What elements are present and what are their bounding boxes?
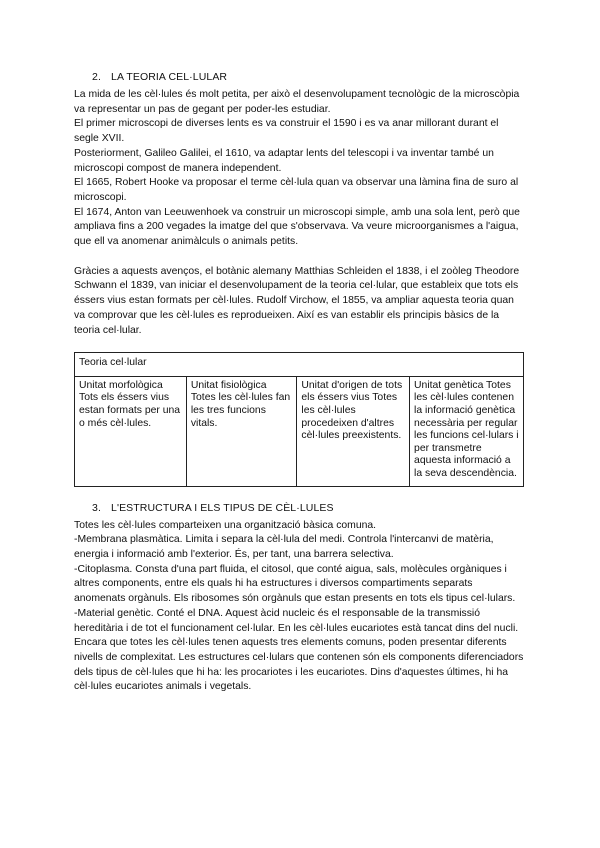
section-3-number: 3. (92, 501, 101, 514)
section-2-title: LA TEORIA CEL·LULAR (111, 71, 228, 83)
table-header: Teoria cel·lular (75, 353, 524, 377)
table-cell-morphological-unit: Unitat morfològica Tots els éssers vius estan formats per una o més cèl·lules. (75, 376, 187, 486)
table-row (75, 376, 524, 486)
document-page (74, 70, 526, 695)
paragraph-galileo: Posteriorment, Galileo Galilei, el 1610, va adaptar lents del telescopi i va inventar també un microscopi compost de manera independent. (74, 147, 494, 174)
paragraph-cell-types: Encara que totes les cèl·lules tenen aquests tres elements comuns, poden presentar diferents nivells de complexitat. Les estructures cel·lulars que contenen són els components diferenciadors dels tipus de cèl·lules que hi ha: les procariotes i les eucariotes. Dins d'aquestes últimes, hi ha cèl·lules eucariotes animals i vegetals. (74, 637, 524, 693)
section-2-heading (92, 70, 526, 84)
section-3-heading (92, 501, 526, 515)
paragraph-cytoplasm: -Citoplasma. Consta d'una part fluida, el citosol, que conté aigua, sals, molècules orgàniques i altres components, entre els quals hi ha estructures i diversos compartiments separats anomenats orgànuls. Els ribosomes són orgànuls que estan presents en tots els tipus cel·lulars. (74, 563, 516, 605)
paragraph-hooke: El 1665, Robert Hooke va proposar el terme cèl·lula quan va observar una làmina fina de suro al microscopi. (74, 177, 519, 203)
paragraph-common-organization: Totes les cèl·lules comparteixen una organització bàsica comuna. (74, 519, 377, 531)
paragraph-schleiden-schwann: Gràcies a aquests avenços, el botànic alemany Matthias Schleiden el 1838, i el zoòleg Theodore Schwann el 1839, van iniciar el desenvolupament de la teoria cel·lular, que estableix que tots els éssers vius estan formats per cèl·lules. Rudolf Virchow, el 1855, va ampliar aquesta teoria quan va comprovar que les cèl·lules es reprodueixen. Així es van establir els principis bàsics de la teoria cel·lular. (74, 265, 520, 336)
cell-theory-table (74, 352, 524, 486)
table-cell-physiological-unit: Unitat fisiològica Totes les cèl·lules fan les tres funcions vitals. (186, 376, 297, 486)
paragraph-first-microscope: El primer microscopi de diverses lents es va construir el 1590 i es va anar millorant durant el segle XVII. (74, 118, 499, 145)
paragraph-plasma-membrane: -Membrana plasmàtica. Limita i separa la cèl·lula del medi. Controla l'intercanvi de matèria, energia i informació amb l'exterior. És, per tant, una barrera selectiva. (74, 534, 494, 560)
paragraph-gap (74, 250, 526, 265)
table-header-row (75, 353, 524, 377)
section-2-number: 2. (92, 71, 101, 83)
table-cell-origin-unit: Unitat d'origen de tots els éssers vius Totes les cèl·lules procedeixen d'altres cèl·lules preexistents. (297, 376, 410, 486)
table-cell-genetic-unit: Unitat genètica Totes les cèl·lules contenen la informació genètica necessària per regular les funcions cel·lulars i per transmetre aquesta informació a la seva descendència. (410, 376, 524, 486)
section-3-title: L'ESTRUCTURA I ELS TIPUS DE CÈL·LULES (111, 501, 334, 514)
paragraph-genetic-material: -Material genètic. Conté el DNA. Aquest àcid nucleic és el responsable de la transmissió hereditària i de tot el funcionament cel·lular. En les cèl·lules eucariotes està tancat dins del nucli. (74, 607, 519, 634)
paragraph-microscopy-intro: La mida de les cèl·lules és molt petita, per això el desenvolupament tecnològic de la microscòpia va representar un pas de gegant per poder-les estudiar. (74, 89, 520, 115)
paragraph-leeuwenhoek: El 1674, Anton van Leeuwenhoek va construir un microscopi simple, amb una sola lent, però que ampliava fins a 200 vegades la imatge del que s'observava. Va veure microorganismes a l'aigua, que ell va anomenar animàlculs o animals petits. (74, 206, 520, 248)
